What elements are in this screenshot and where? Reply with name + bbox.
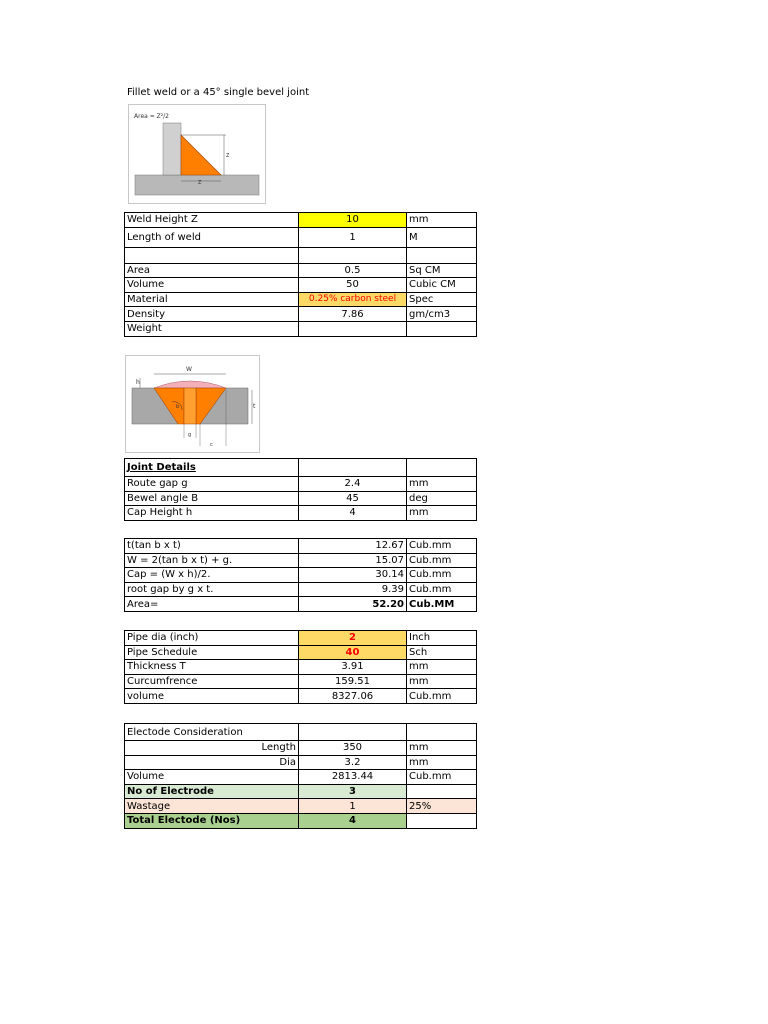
cell-unit: Sq CM [407, 263, 477, 278]
cell-label: Wastage [125, 799, 299, 814]
cell-value: 8327.06 [299, 689, 407, 704]
cell-unit [407, 813, 477, 828]
cell-unit: Sch [407, 645, 477, 660]
wastage-value: 1 [299, 799, 407, 814]
cell-value[interactable]: 45 [299, 491, 407, 506]
cell-value: 7.86 [299, 307, 407, 322]
cell-label: Volume [125, 770, 299, 785]
table-row [125, 674, 477, 689]
table-row [125, 227, 477, 247]
t-label: t [253, 403, 256, 410]
cell-label: Cap = (W x h)/2. [125, 568, 299, 583]
cell-label: Pipe Schedule [125, 645, 299, 660]
table-row [125, 813, 477, 828]
cell-label: root gap by g x t. [125, 582, 299, 597]
pipe-schedule-input[interactable]: 40 [299, 645, 407, 660]
cell-label: Thickness T [125, 660, 299, 675]
cell-unit: Cub.mm [407, 568, 477, 583]
cell-unit: Cubic CM [407, 278, 477, 293]
cell-label [125, 247, 299, 263]
wastage-percent[interactable]: 25% [407, 799, 477, 814]
cell-label: Area [125, 263, 299, 278]
sheet-title: Fillet weld or a 45° single bevel joint [127, 87, 310, 98]
table-row [125, 784, 477, 799]
z-horizontal-label: Z [198, 180, 202, 186]
cell-label: Weld Height Z [125, 213, 299, 228]
table-row [125, 799, 477, 814]
cell-unit [407, 784, 477, 799]
table-row [125, 645, 477, 660]
cell-label: Bewel angle B [125, 491, 299, 506]
z-vertical-label: Z [226, 153, 230, 159]
cell-unit: Cub.mm [407, 689, 477, 704]
joint-details-header [125, 459, 299, 477]
cell-unit: mm [407, 477, 477, 492]
cell-unit: mm [407, 755, 477, 770]
table-row [125, 506, 477, 521]
table-row [125, 755, 477, 770]
cell-value[interactable]: 1 [299, 227, 407, 247]
fillet-weld-table [124, 212, 477, 337]
w-label: W [186, 366, 192, 373]
table-row [125, 539, 477, 554]
table-row [125, 491, 477, 506]
bevel-joint-figure [125, 355, 260, 453]
cell-unit: mm [407, 674, 477, 689]
table-row [125, 631, 477, 646]
electrode-table [124, 723, 477, 829]
cell-value: 3.91 [299, 660, 407, 675]
table-row [125, 741, 477, 756]
cell-value: 2813.44 [299, 770, 407, 785]
cell-unit: Inch [407, 631, 477, 646]
cell-unit: mm [407, 741, 477, 756]
table-row [125, 553, 477, 568]
cell-unit: M [407, 227, 477, 247]
cell-value: 50 [299, 278, 407, 293]
cell-unit [407, 247, 477, 263]
table-row [125, 582, 477, 597]
cell-unit: mm [407, 213, 477, 228]
cell-label: Material [125, 292, 299, 307]
table-row [125, 213, 477, 228]
cell-unit [407, 321, 477, 336]
cell-unit: Cub.MM [407, 597, 477, 612]
table-row [125, 263, 477, 278]
table-row [125, 292, 477, 307]
table-row [125, 321, 477, 336]
cell-value: 15.07 [299, 553, 407, 568]
h-label: h [136, 379, 140, 386]
cell-label: t(tan b x t) [125, 539, 299, 554]
cell-label: volume [125, 689, 299, 704]
cell-label: Area= [125, 597, 299, 612]
cell-unit: deg [407, 491, 477, 506]
electrode-header: Electode Consideration [125, 724, 299, 741]
cell-value[interactable]: 2.4 [299, 477, 407, 492]
cell-value[interactable]: 3.2 [299, 755, 407, 770]
cell-label: Length of weld [125, 227, 299, 247]
cell-label: Dia [125, 755, 299, 770]
c-label: c [210, 442, 213, 448]
cell-label: Length [125, 741, 299, 756]
table-row [125, 247, 477, 263]
empty-cell [407, 724, 477, 741]
cell-unit: mm [407, 660, 477, 675]
header-text: Joint Details [127, 462, 196, 473]
cell-value: 0.5 [299, 263, 407, 278]
pipe-dia-input[interactable]: 2 [299, 631, 407, 646]
joint-details-table [124, 458, 477, 521]
table-row [125, 689, 477, 704]
table-row [125, 278, 477, 293]
cell-value [299, 247, 407, 263]
cell-label: Route gap g [125, 477, 299, 492]
empty-cell [299, 459, 407, 477]
cell-label: Weight [125, 321, 299, 336]
weld-height-input[interactable]: 10 [299, 213, 407, 228]
table-row [125, 307, 477, 322]
fillet-weld-diagram [129, 105, 265, 203]
cell-unit: mm [407, 506, 477, 521]
cell-label: Volume [125, 278, 299, 293]
table-row [125, 660, 477, 675]
cell-label: Cap Height h [125, 506, 299, 521]
cell-unit: Cub.mm [407, 770, 477, 785]
cell-unit: Cub.mm [407, 582, 477, 597]
cell-unit: gm/cm3 [407, 307, 477, 322]
area-total: 52.20 [299, 597, 407, 612]
cell-value: 159.51 [299, 674, 407, 689]
table-row [125, 770, 477, 785]
g-label: g [188, 432, 192, 438]
cell-value: 9.39 [299, 582, 407, 597]
total-electrode-value: 4 [299, 813, 407, 828]
cell-value[interactable]: 350 [299, 741, 407, 756]
cell-unit: Cub.mm [407, 553, 477, 568]
empty-cell [407, 459, 477, 477]
table-row [125, 477, 477, 492]
bevel-joint-diagram [126, 356, 259, 452]
area-calculation-table [124, 538, 477, 612]
table-row [125, 597, 477, 612]
cell-value: 30.14 [299, 568, 407, 583]
electrode-count: 3 [299, 784, 407, 799]
fillet-weld-figure [128, 104, 266, 204]
cell-label: Pipe dia (inch) [125, 631, 299, 646]
cell-unit: Cub.mm [407, 539, 477, 554]
cell-value[interactable]: 4 [299, 506, 407, 521]
cell-label: W = 2(tan b x t) + g. [125, 553, 299, 568]
cell-label: Total Electode (Nos) [125, 813, 299, 828]
material-input[interactable]: 0.25% carbon steel [299, 292, 407, 307]
cell-value: 12.67 [299, 539, 407, 554]
table-row [125, 724, 477, 741]
area-formula-label: Area = Z²/2 [134, 113, 170, 120]
table-row [125, 459, 477, 477]
table-row [125, 568, 477, 583]
empty-cell [299, 724, 407, 741]
cell-unit: Spec [407, 292, 477, 307]
cell-label: Density [125, 307, 299, 322]
cell-label: Curcumfrence [125, 674, 299, 689]
b-label: b [176, 404, 180, 410]
pipe-table [124, 630, 477, 704]
cell-value [299, 321, 407, 336]
cell-label: No of Electrode [125, 784, 299, 799]
